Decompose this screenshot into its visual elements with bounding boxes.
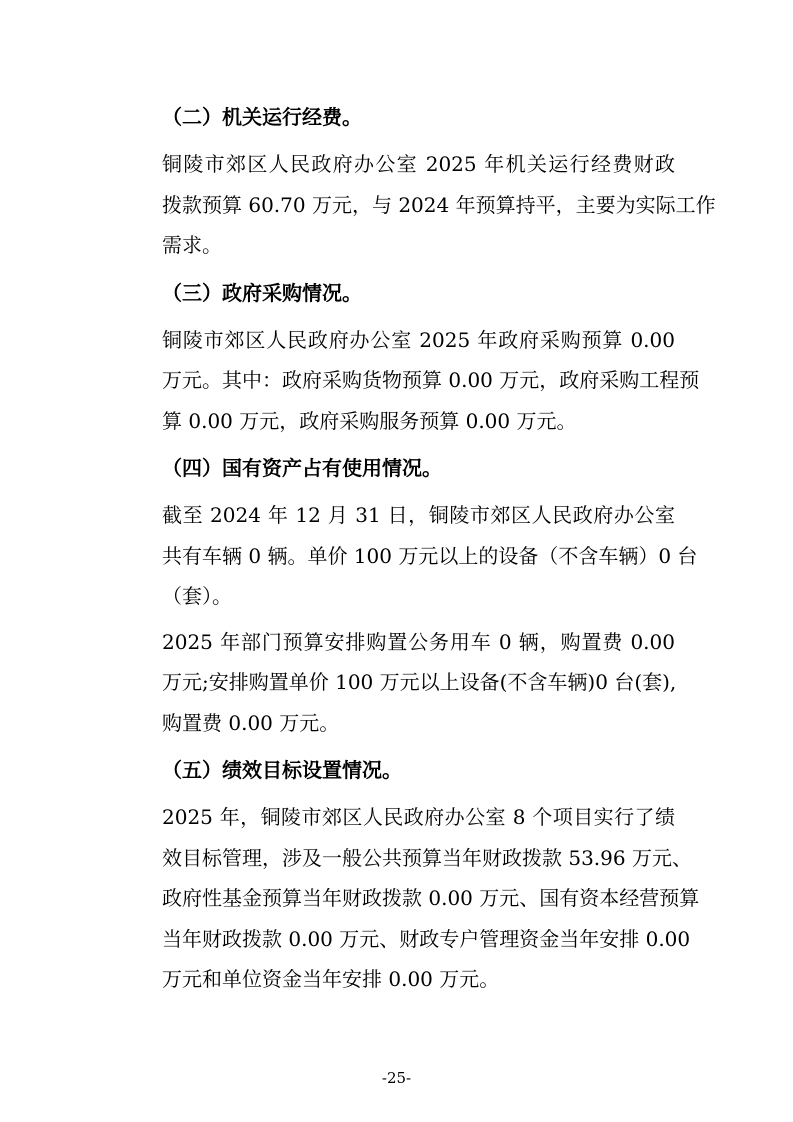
text-line: 共有车辆 0 辆。单价 100 万元以上的设备（不含车辆）0 台 [162, 543, 698, 568]
section-heading-operating-expenses: （二）机关运行经费。 [162, 105, 362, 129]
text-line: 铜陵市郊区人民政府办公室 2025 年政府采购预算 0.00 [162, 327, 675, 352]
text-line: 效目标管理，涉及一般公共预算当年财政拨款 53.96 万元、 [162, 845, 692, 870]
text-line: 万元和单位资金当年安排 0.00 万元。 [162, 967, 500, 991]
text-line: 万元。其中：政府采购货物预算 0.00 万元，政府采购工程预 [162, 368, 700, 392]
paragraph-performance-targets [120, 797, 700, 1000]
paragraph-operating-expenses [120, 144, 716, 266]
text-line: 购置费 0.00 万元。 [162, 710, 340, 735]
text-line: 算 0.00 万元，政府采购服务预算 0.00 万元。 [162, 408, 577, 433]
paragraph-state-assets-budget [120, 622, 675, 744]
text-line: 铜陵市郊区人民政府办公室 2025 年机关运行经费财政 [162, 152, 675, 176]
section-heading-procurement: （三）政府采购情况。 [162, 280, 362, 305]
section-heading-performance-targets: （五）绩效目标设置情况。 [162, 758, 402, 782]
page-number: -25- [381, 1069, 412, 1087]
section-heading-state-assets: （四）国有资产占有使用情况。 [162, 456, 442, 480]
text-line: 2025 年部门预算安排购置公务用车 0 辆，购置费 0.00 [162, 629, 675, 654]
document-body [120, 97, 716, 1000]
text-line: 2025 年，铜陵市郊区人民政府办公室 8 个项目实行了绩 [162, 805, 675, 829]
text-line: 政府性基金预算当年财政拨款 0.00 万元、国有资本经营预算 [162, 886, 700, 910]
text-line: 万元;安排购置单价 100 万元以上设备(不含车辆)0 台(套), [162, 670, 677, 694]
paragraph-state-assets-current [120, 495, 698, 617]
text-line: （套）。 [162, 584, 232, 608]
text-line: 截至 2024 年 12 月 31 日，铜陵市郊区人民政府办公室 [162, 503, 675, 527]
text-line: 拨款预算 60.70 万元，与 2024 年预算持平，主要为实际工作 [162, 192, 716, 217]
text-line: 需求。 [162, 233, 222, 257]
paragraph-procurement [120, 320, 700, 442]
text-line: 当年财政拨款 0.00 万元、财政专户管理资金当年安排 0.00 [162, 926, 691, 951]
